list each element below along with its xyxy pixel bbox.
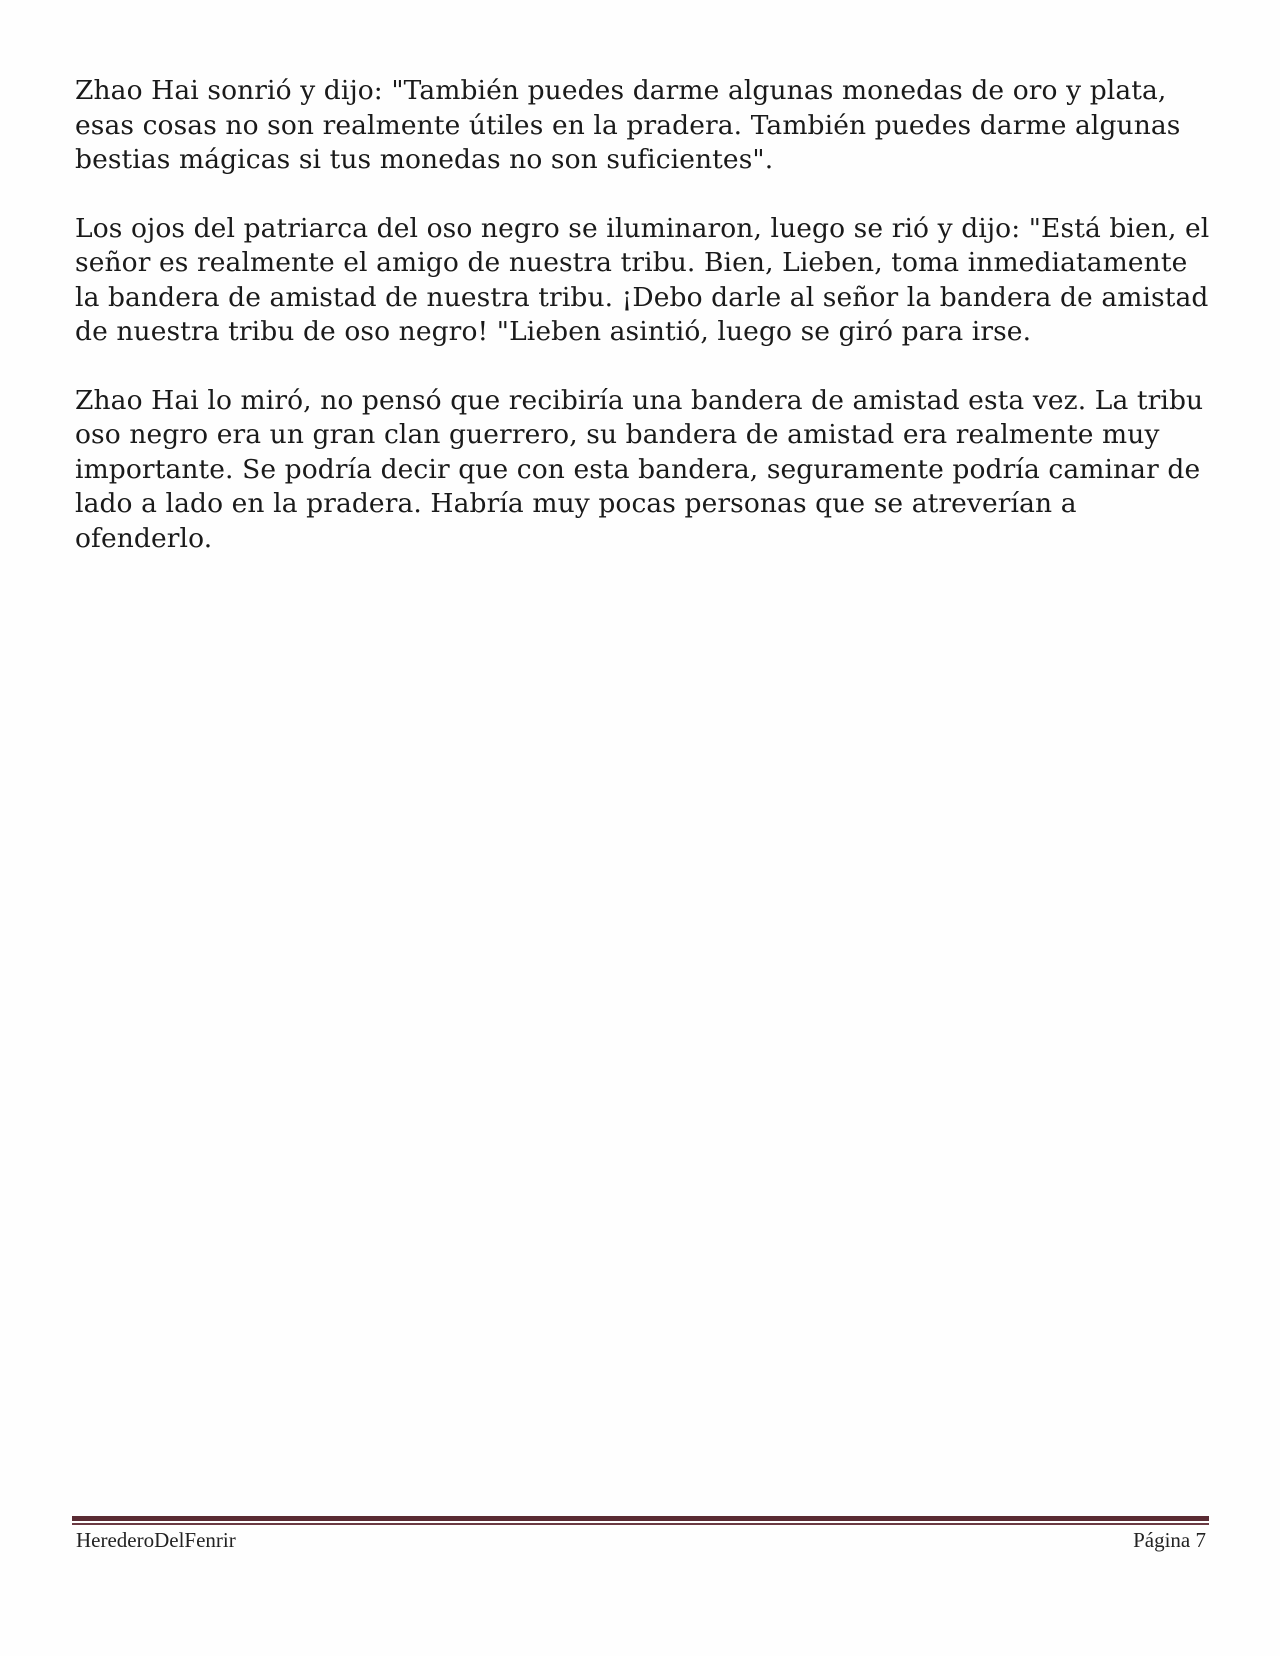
footer-divider-thin — [72, 1523, 1209, 1525]
paragraph-3: Zhao Hai lo miró, no pensó que recibiría una bandera de amistad esta vez. La tribu oso negro era un gran clan guerrero, su bandera de amistad era realmente muy importante. Se podría decir que con esta bandera, seguramente podría caminar de lado a lado en la pradera. Habría muy pocas personas que se atreverían a ofenderlo. — [75, 384, 1204, 554]
paragraph-1: Zhao Hai sonrió y dijo: "También puedes darme algunas monedas de oro y plata, esas cosas no son realmente útiles en la pradera. También puedes darme algunas bestias mágicas si tus monedas no son suficientes". — [75, 75, 1181, 175]
paragraph-2: Los ojos del patriarca del oso negro se iluminaron, luego se rió y dijo: "Está bien, el señor es realmente el amigo de nuestra tribu. Bien, Lieben, toma inmediatamente la bandera de amistad de nuestra tribu. ¡Debo darle al señor la bandera de amistad de nuestra tribu de oso negro! "Lieben asintió, luego se giró para irse. — [75, 212, 1210, 347]
footer-page-number: Página 7 — [1133, 1528, 1206, 1552]
page-footer — [76, 1528, 1206, 1553]
page-body — [75, 74, 1210, 590]
footer-divider — [72, 1516, 1209, 1525]
footer-author: HerederoDelFenrir — [76, 1528, 236, 1552]
